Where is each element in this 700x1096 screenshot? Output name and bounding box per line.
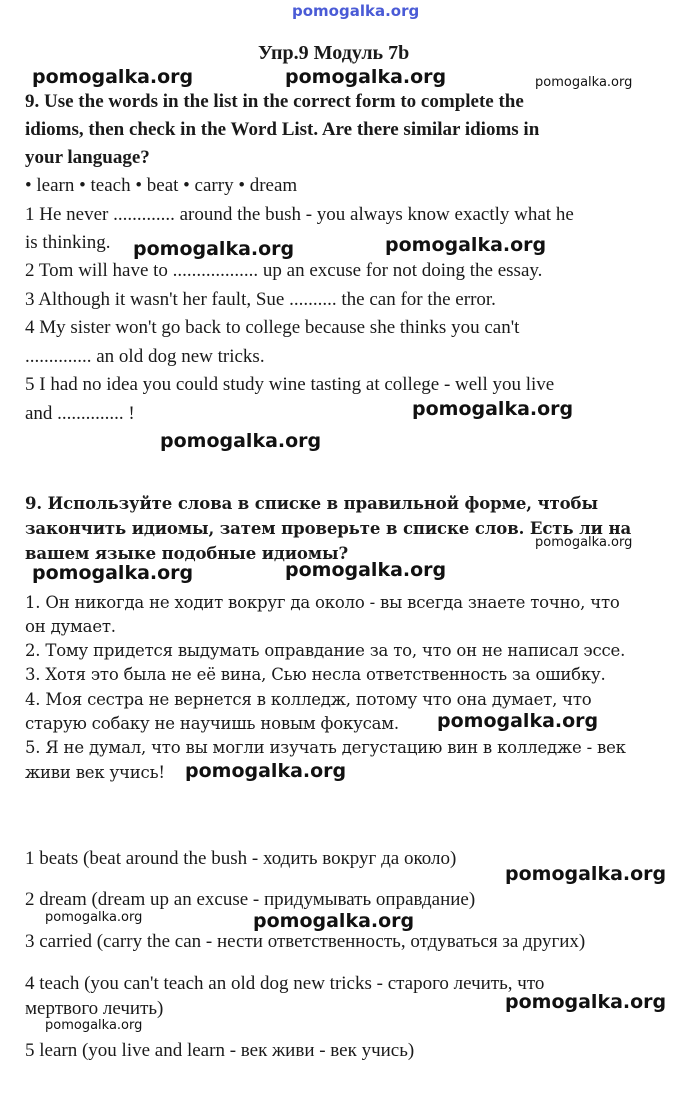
russian-sentence-3: 3. Хотя это была не её вина, Сью несла ответственность за ошибку. [25, 665, 606, 684]
watermark: pomogalka.org [505, 991, 667, 1013]
answer-4-line-2: мертвого лечить) [25, 998, 164, 1019]
russian-sentence-4-line-2: старую собаку не научишь новым фокусам. [25, 714, 399, 733]
watermark: pomogalka.org [535, 75, 633, 90]
watermark: pomogalka.org [535, 535, 633, 550]
watermark: pomogalka.org [32, 66, 194, 88]
russian-sentence-5-line-1: 5. Я не думал, что вы могли изучать дегустацию вин в колледже - век [25, 738, 626, 757]
watermark: pomogalka.org [437, 710, 599, 732]
english-sentence-5-line-2: and .............. ! [25, 403, 135, 424]
answer-5: 5 learn (you live and learn - век живи - век учись) [25, 1040, 415, 1061]
watermark: pomogalka.org [133, 238, 295, 260]
watermark: pomogalka.org [285, 66, 447, 88]
page-title: Упр.9 Модуль 7b [258, 42, 410, 64]
watermark: pomogalka.org [160, 430, 322, 452]
english-sentence-5-line-1: 5 I had no idea you could study wine tasting at college - well you live [25, 374, 555, 395]
russian-sentence-1-line-2: он думает. [25, 617, 116, 636]
watermark: pomogalka.org [385, 234, 547, 256]
watermark: pomogalka.org [505, 863, 667, 885]
russian-task-line-1: 9. Используйте слова в списке в правильной форме, чтобы [25, 494, 598, 513]
english-sentence-3: 3 Although it wasn't her fault, Sue .......... the can for the error. [25, 289, 496, 310]
russian-sentence-5-line-2: живи век учись! [25, 763, 165, 782]
english-sentence-4-line-2: .............. an old dog new tricks. [25, 346, 265, 367]
answer-3: 3 carried (carry the can - нести ответственность, отдуваться за других) [25, 931, 586, 952]
english-task-line-3: your language? [25, 147, 150, 168]
english-sentence-1-line-1: 1 He never ............. around the bush - you always know exactly what he [25, 204, 574, 225]
english-task-line-2: idioms, then check in the Word List. Are there similar idioms in [25, 119, 540, 140]
watermark: pomogalka.org [185, 760, 347, 782]
answer-4-line-1: 4 teach (you can't teach an old dog new tricks - старого лечить, что [25, 973, 545, 994]
word-list: • learn • teach • beat • carry • dream [25, 175, 298, 196]
watermark-top: pomogalka.org [292, 2, 420, 20]
russian-sentence-2: 2. Тому придется выдумать оправдание за то, что он не написал эссе. [25, 641, 626, 660]
watermark: pomogalka.org [285, 559, 447, 581]
english-task-line-1: 9. Use the words in the list in the correct form to complete the [25, 91, 524, 112]
watermark: pomogalka.org [253, 910, 415, 932]
russian-sentence-1-line-1: 1. Он никогда не ходит вокруг да около - вы всегда знаете точно, что [25, 593, 620, 612]
english-sentence-4-line-1: 4 My sister won't go back to college because she thinks you can't [25, 317, 520, 338]
english-sentence-1-line-2: is thinking. [25, 232, 111, 253]
watermark: pomogalka.org [45, 1018, 143, 1033]
watermark: pomogalka.org [412, 398, 574, 420]
watermark: pomogalka.org [32, 562, 194, 584]
watermark: pomogalka.org [45, 910, 143, 925]
answer-1: 1 beats (beat around the bush - ходить вокруг да около) [25, 848, 457, 869]
answer-2: 2 dream (dream up an excuse - придумывать оправдание) [25, 889, 476, 910]
russian-task-line-3: вашем языке подобные идиомы? [25, 544, 349, 563]
russian-sentence-4-line-1: 4. Моя сестра не вернется в колледж, потому что она думает, что [25, 690, 592, 709]
english-sentence-2: 2 Tom will have to .................. up an excuse for not doing the essay. [25, 260, 543, 281]
russian-task-line-2: закончить идиомы, затем проверьте в списке слов. Есть ли на [25, 519, 632, 538]
